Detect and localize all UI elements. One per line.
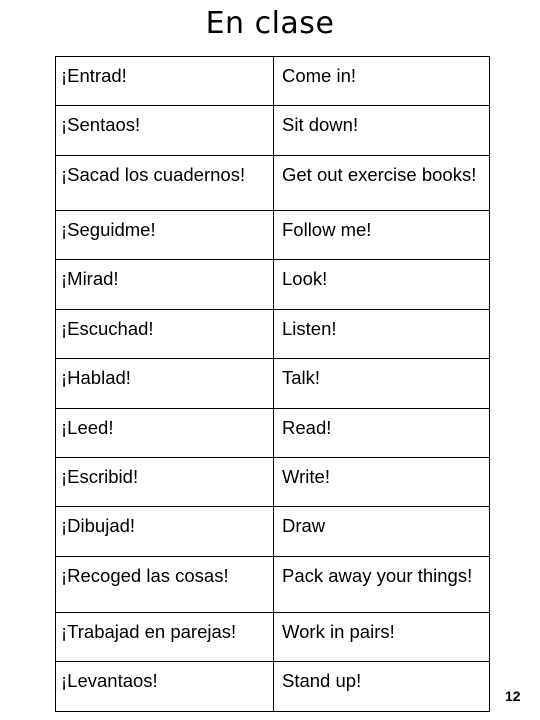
table-row [56,458,490,507]
english-cell: Write! [274,458,490,507]
english-cell: Sit down! [274,106,490,156]
vocabulary-table [55,56,490,712]
spanish-cell: ¡Seguidme! [56,211,274,260]
spanish-cell: ¡Recoged las cosas! [56,557,274,613]
english-cell: Get out exercise books! [274,156,490,211]
english-cell: Come in! [274,57,490,106]
table-row [56,57,490,106]
spanish-cell: ¡Entrad! [56,57,274,106]
table-row [56,156,490,211]
spanish-cell: ¡Leed! [56,409,274,458]
table-row [56,106,490,156]
spanish-cell: ¡Escuchad! [56,310,274,359]
spanish-cell: ¡Mirad! [56,260,274,310]
english-cell: Follow me! [274,211,490,260]
table-row [56,662,490,712]
table-row [56,211,490,260]
table-row [56,260,490,310]
spanish-cell: ¡Dibujad! [56,507,274,557]
table-row [56,507,490,557]
english-cell: Read! [274,409,490,458]
spanish-cell: ¡Trabajad en parejas! [56,613,274,662]
english-cell: Listen! [274,310,490,359]
spanish-cell: ¡Levantaos! [56,662,274,712]
english-cell: Draw [274,507,490,557]
spanish-cell: ¡Hablad! [56,359,274,409]
english-cell: Pack away your things! [274,557,490,613]
page-number: 12 [505,688,521,704]
spanish-cell: ¡Sentaos! [56,106,274,156]
table-row [56,310,490,359]
english-cell: Stand up! [274,662,490,712]
table-row [56,359,490,409]
page-title: En clase [205,6,335,41]
english-cell: Work in pairs! [274,613,490,662]
table-row [56,409,490,458]
spanish-cell: ¡Escribid! [56,458,274,507]
table-row [56,557,490,613]
english-cell: Talk! [274,359,490,409]
spanish-cell: ¡Sacad los cuadernos! [56,156,274,211]
english-cell: Look! [274,260,490,310]
table-row [56,613,490,662]
